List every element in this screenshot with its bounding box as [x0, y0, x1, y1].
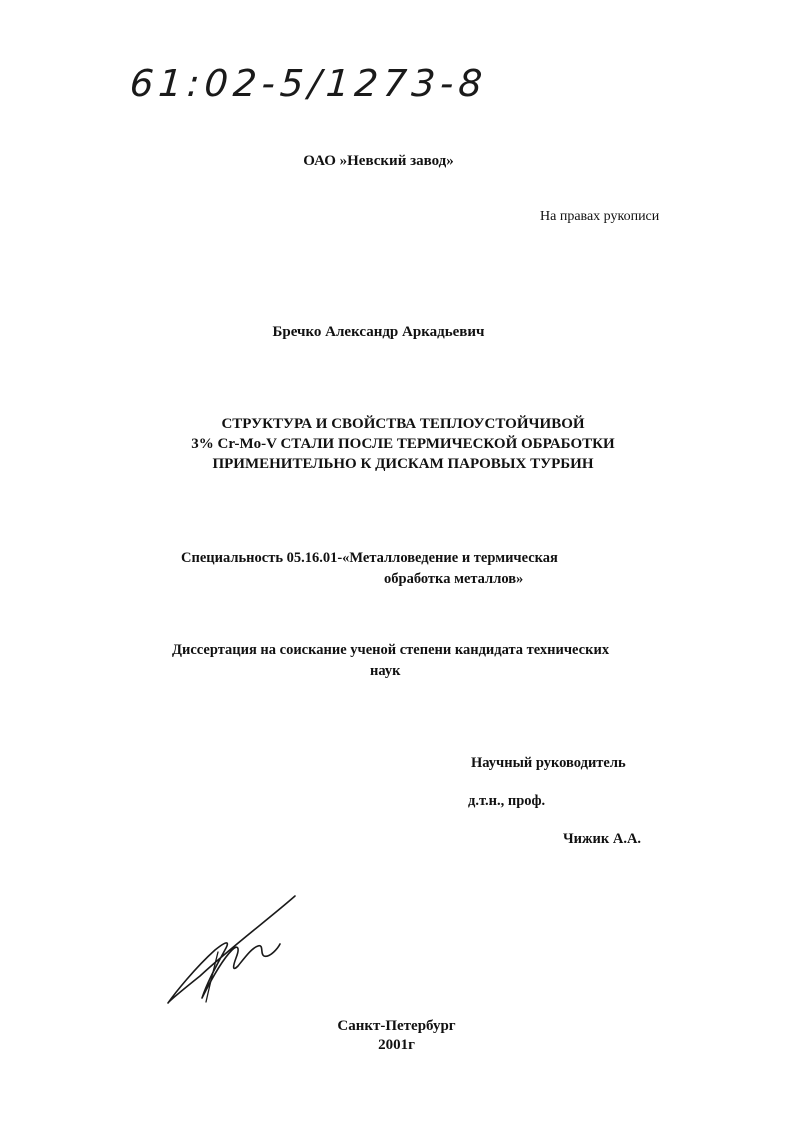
author-name: Бречко Александр Аркадьевич: [272, 324, 485, 340]
specialty-line-2: обработка металлов»: [384, 571, 524, 587]
title-line-1: СТРУКТУРА И СВОЙСТВА ТЕПЛОУСТОЙЧИВОЙ: [221, 416, 585, 432]
organization-name: ОАО »Невский завод»: [303, 153, 454, 169]
archive-code-handwritten: 61:02-5/1273-8: [128, 62, 489, 105]
supervisor-name: Чижик А.А.: [563, 831, 642, 847]
dissertation-degree-line-1: Диссертация на соискание ученой степени кандидата технических: [172, 642, 610, 658]
manuscript-note: На правах рукописи: [540, 209, 660, 224]
signature-mark: [160, 888, 310, 1018]
supervisor-label: Научный руководитель: [471, 755, 626, 771]
dissertation-degree-line-2: наук: [370, 663, 401, 679]
title-line-2: 3% Cr-Mo-V СТАЛИ ПОСЛЕ ТЕРМИЧЕСКОЙ ОБРАБОТКИ: [191, 436, 615, 452]
year: 2001г: [378, 1037, 415, 1053]
specialty-line-1: Специальность 05.16.01-«Металловедение и термическая: [181, 550, 558, 566]
dissertation-title: [0, 414, 793, 474]
supervisor-degree: д.т.н., проф.: [468, 793, 546, 809]
title-line-3: ПРИМЕНИТЕЛЬНО К ДИСКАМ ПАРОВЫХ ТУРБИН: [212, 456, 594, 472]
city: Санкт-Петербург: [337, 1018, 456, 1034]
